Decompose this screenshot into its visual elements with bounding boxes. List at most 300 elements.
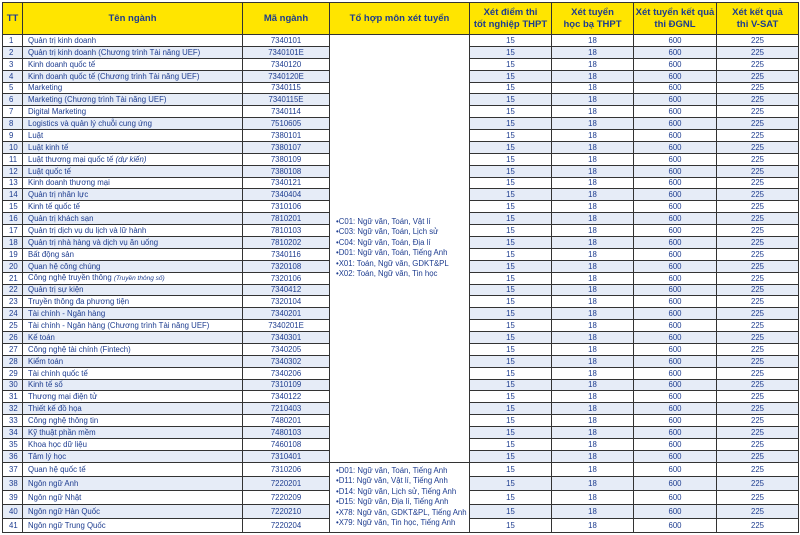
row-thpt-score: 15 xyxy=(470,355,552,367)
row-major-name xyxy=(23,320,243,332)
row-tt: 10 xyxy=(3,141,23,153)
row-major-name xyxy=(23,284,243,296)
table-header xyxy=(3,3,799,35)
major-note: (dự kiến) xyxy=(115,154,147,164)
row-major-code: 7340122 xyxy=(243,391,330,403)
major-name-text: Quản trị khách sạn xyxy=(28,214,94,224)
row-major-name xyxy=(23,153,243,165)
row-tt: 31 xyxy=(3,391,23,403)
row-vsat-score: 225 xyxy=(717,260,799,272)
row-dgnl-score: 600 xyxy=(634,450,717,462)
table-row xyxy=(3,35,799,47)
header-combo: Tổ hợp môn xét tuyển xyxy=(330,3,470,35)
major-name-text: Kiểm toán xyxy=(28,356,64,366)
row-dgnl-score: 600 xyxy=(634,272,717,284)
row-major-name xyxy=(23,379,243,391)
row-hocba-score: 18 xyxy=(552,189,634,201)
row-dgnl-score: 600 xyxy=(634,177,717,189)
row-major-code: 7220209 xyxy=(243,490,330,504)
row-vsat-score: 225 xyxy=(717,225,799,237)
row-thpt-score: 15 xyxy=(470,106,552,118)
row-major-name xyxy=(23,308,243,320)
row-tt: 32 xyxy=(3,403,23,415)
row-thpt-score: 15 xyxy=(470,58,552,70)
row-vsat-score: 225 xyxy=(717,165,799,177)
row-hocba-score: 18 xyxy=(552,403,634,415)
combo-item: • D15: Ngữ văn, Địa lí, Tiếng Anh xyxy=(336,497,469,508)
row-tt: 33 xyxy=(3,415,23,427)
row-thpt-score: 15 xyxy=(470,189,552,201)
row-major-code: 7340205 xyxy=(243,343,330,355)
row-thpt-score: 15 xyxy=(470,213,552,225)
combo-item: • X78: Ngữ văn, GDKT&PL, Tiếng Anh xyxy=(336,508,469,519)
row-dgnl-score: 600 xyxy=(634,189,717,201)
row-major-code: 7810202 xyxy=(243,236,330,248)
row-vsat-score: 225 xyxy=(717,106,799,118)
row-thpt-score: 15 xyxy=(470,332,552,344)
row-vsat-score: 225 xyxy=(717,177,799,189)
row-dgnl-score: 600 xyxy=(634,462,717,476)
row-major-code: 7340115E xyxy=(243,94,330,106)
row-dgnl-score: 600 xyxy=(634,391,717,403)
row-major-name xyxy=(23,438,243,450)
row-thpt-score: 15 xyxy=(470,177,552,189)
combo-item: • D11: Ngữ văn, Vật lí, Tiếng Anh xyxy=(336,476,469,487)
combo-list xyxy=(336,466,469,529)
row-major-name xyxy=(23,177,243,189)
row-tt: 39 xyxy=(3,490,23,504)
major-name-text: Truyền thông đa phương tiện xyxy=(28,297,130,307)
row-tt: 12 xyxy=(3,165,23,177)
row-hocba-score: 18 xyxy=(552,141,634,153)
row-tt: 27 xyxy=(3,343,23,355)
row-tt: 6 xyxy=(3,94,23,106)
row-dgnl-score: 600 xyxy=(634,141,717,153)
major-name-text: Digital Marketing xyxy=(28,107,87,117)
row-major-code: 7340201E xyxy=(243,320,330,332)
row-thpt-score: 15 xyxy=(470,248,552,260)
row-thpt-score: 15 xyxy=(470,320,552,332)
major-name-text: Kinh doanh thương mại xyxy=(28,178,110,188)
row-tt: 11 xyxy=(3,153,23,165)
row-dgnl-score: 600 xyxy=(634,236,717,248)
row-hocba-score: 18 xyxy=(552,58,634,70)
row-dgnl-score: 600 xyxy=(634,427,717,439)
major-name-text: Kinh doanh quốc tế (Chương trình Tài năng UEF) xyxy=(28,71,200,81)
row-vsat-score: 225 xyxy=(717,141,799,153)
row-major-name xyxy=(23,201,243,213)
table-body xyxy=(3,35,799,533)
row-major-name xyxy=(23,82,243,94)
row-vsat-score: 225 xyxy=(717,476,799,490)
major-name-text: Thiết kế đồ họa xyxy=(28,404,82,414)
major-name-text: Tâm lý học xyxy=(28,451,67,461)
major-name-text: Ngôn ngữ Nhật xyxy=(28,492,82,502)
major-name-text: Logistics và quản lý chuỗi cung ứng xyxy=(28,119,152,129)
row-vsat-score: 225 xyxy=(717,438,799,450)
row-vsat-score: 225 xyxy=(717,70,799,82)
row-dgnl-score: 600 xyxy=(634,332,717,344)
row-hocba-score: 18 xyxy=(552,332,634,344)
row-tt: 4 xyxy=(3,70,23,82)
row-dgnl-score: 600 xyxy=(634,130,717,142)
row-tt: 36 xyxy=(3,450,23,462)
row-thpt-score: 15 xyxy=(470,504,552,518)
header-dgnl xyxy=(634,3,717,35)
row-hocba-score: 18 xyxy=(552,35,634,47)
row-vsat-score: 225 xyxy=(717,236,799,248)
row-major-code: 7310206 xyxy=(243,462,330,476)
row-thpt-score: 15 xyxy=(470,118,552,130)
row-dgnl-score: 600 xyxy=(634,201,717,213)
major-name-text: Công nghệ tài chính (Fintech) xyxy=(28,344,131,354)
row-major-name xyxy=(23,118,243,130)
row-major-code: 7380107 xyxy=(243,141,330,153)
row-tt: 25 xyxy=(3,320,23,332)
header-dgnl-line1: Xét tuyển kết quả xyxy=(635,6,715,18)
header-vsat-line2: thi V-SAT xyxy=(736,18,779,30)
row-dgnl-score: 600 xyxy=(634,46,717,58)
row-hocba-score: 18 xyxy=(552,367,634,379)
row-major-code: 7810103 xyxy=(243,225,330,237)
row-tt: 40 xyxy=(3,504,23,518)
row-tt: 20 xyxy=(3,260,23,272)
row-major-name xyxy=(23,225,243,237)
header-thpt-line2: tốt nghiệp THPT xyxy=(473,18,548,30)
row-major-code: 7340412 xyxy=(243,284,330,296)
row-major-code: 7220201 xyxy=(243,476,330,490)
combo-item: • C04: Ngữ văn, Toán, Địa lí xyxy=(336,238,469,249)
row-major-code: 7210403 xyxy=(243,403,330,415)
row-tt: 41 xyxy=(3,518,23,532)
table-row xyxy=(3,462,799,476)
row-vsat-score: 225 xyxy=(717,82,799,94)
major-name-text: Công nghệ truyền thông xyxy=(28,273,112,283)
row-major-code: 7340101 xyxy=(243,35,330,47)
row-vsat-score: 225 xyxy=(717,308,799,320)
combo-list xyxy=(336,217,469,280)
row-major-name xyxy=(23,106,243,118)
row-major-name xyxy=(23,415,243,427)
major-name-text: Thương mại điện tử xyxy=(28,392,98,402)
row-hocba-score: 18 xyxy=(552,130,634,142)
row-major-name xyxy=(23,332,243,344)
row-major-code: 7340404 xyxy=(243,189,330,201)
row-vsat-score: 225 xyxy=(717,403,799,415)
row-hocba-score: 18 xyxy=(552,308,634,320)
row-hocba-score: 18 xyxy=(552,272,634,284)
row-major-code: 7340114 xyxy=(243,106,330,118)
row-hocba-score: 18 xyxy=(552,177,634,189)
row-vsat-score: 225 xyxy=(717,490,799,504)
row-hocba-score: 18 xyxy=(552,462,634,476)
row-major-name xyxy=(23,165,243,177)
row-dgnl-score: 600 xyxy=(634,296,717,308)
row-vsat-score: 225 xyxy=(717,284,799,296)
row-major-name xyxy=(23,272,243,284)
major-name-text: Luật xyxy=(28,130,44,140)
row-thpt-score: 15 xyxy=(470,141,552,153)
row-vsat-score: 225 xyxy=(717,332,799,344)
row-dgnl-score: 600 xyxy=(634,343,717,355)
row-vsat-score: 225 xyxy=(717,248,799,260)
header-thpt-line1: Xét điểm thi xyxy=(483,6,538,18)
row-major-code: 7340201 xyxy=(243,308,330,320)
row-thpt-score: 15 xyxy=(470,403,552,415)
row-vsat-score: 225 xyxy=(717,320,799,332)
row-major-name xyxy=(23,189,243,201)
major-name-text: Bất động sản xyxy=(28,249,74,259)
row-tt: 34 xyxy=(3,427,23,439)
row-dgnl-score: 600 xyxy=(634,355,717,367)
row-thpt-score: 15 xyxy=(470,46,552,58)
row-major-name xyxy=(23,462,243,476)
row-tt: 9 xyxy=(3,130,23,142)
row-vsat-score: 225 xyxy=(717,201,799,213)
header-thpt xyxy=(470,3,552,35)
row-major-name xyxy=(23,476,243,490)
row-hocba-score: 18 xyxy=(552,504,634,518)
row-tt: 14 xyxy=(3,189,23,201)
row-thpt-score: 15 xyxy=(470,308,552,320)
major-name-text: Quản trị kinh doanh (Chương trình Tài năng UEF) xyxy=(28,47,201,57)
row-dgnl-score: 600 xyxy=(634,476,717,490)
row-hocba-score: 18 xyxy=(552,320,634,332)
row-hocba-score: 18 xyxy=(552,106,634,118)
row-thpt-score: 15 xyxy=(470,236,552,248)
major-name-text: Ngôn ngữ Trung Quốc xyxy=(28,520,106,530)
row-thpt-score: 15 xyxy=(470,415,552,427)
row-tt: 23 xyxy=(3,296,23,308)
row-major-name xyxy=(23,248,243,260)
row-major-code: 7510605 xyxy=(243,118,330,130)
row-hocba-score: 18 xyxy=(552,490,634,504)
row-dgnl-score: 600 xyxy=(634,504,717,518)
combo-item: • X79: Ngữ văn, Tin học, Tiếng Anh xyxy=(336,518,469,529)
row-dgnl-score: 600 xyxy=(634,165,717,177)
major-name-text: Công nghệ thông tin xyxy=(28,416,99,426)
row-vsat-score: 225 xyxy=(717,296,799,308)
row-hocba-score: 18 xyxy=(552,94,634,106)
row-major-code: 7340302 xyxy=(243,355,330,367)
major-name-text: Tài chính - Ngân hàng xyxy=(28,309,106,319)
row-tt: 8 xyxy=(3,118,23,130)
combo-item: • D01: Ngữ văn, Toán, Tiếng Anh xyxy=(336,466,469,477)
row-dgnl-score: 600 xyxy=(634,284,717,296)
row-thpt-score: 15 xyxy=(470,272,552,284)
row-dgnl-score: 600 xyxy=(634,58,717,70)
row-thpt-score: 15 xyxy=(470,35,552,47)
major-name-text: Quản trị nhân lực xyxy=(28,190,89,200)
row-dgnl-score: 600 xyxy=(634,82,717,94)
major-name-text: Quan hệ công chúng xyxy=(28,261,101,271)
header-hocba-line2: học bạ THPT xyxy=(563,18,622,30)
row-thpt-score: 15 xyxy=(470,438,552,450)
row-major-code: 7340120 xyxy=(243,58,330,70)
row-hocba-score: 18 xyxy=(552,415,634,427)
major-name-text: Marketing (Chương trình Tài năng UEF) xyxy=(28,95,167,105)
combo-group-cell xyxy=(330,462,470,532)
row-thpt-score: 15 xyxy=(470,518,552,532)
row-hocba-score: 18 xyxy=(552,296,634,308)
row-vsat-score: 225 xyxy=(717,94,799,106)
row-tt: 2 xyxy=(3,46,23,58)
row-major-code: 7320108 xyxy=(243,260,330,272)
row-thpt-score: 15 xyxy=(470,391,552,403)
row-tt: 15 xyxy=(3,201,23,213)
row-dgnl-score: 600 xyxy=(634,248,717,260)
row-thpt-score: 15 xyxy=(470,427,552,439)
row-thpt-score: 15 xyxy=(470,462,552,476)
row-vsat-score: 225 xyxy=(717,518,799,532)
combo-item: • X02: Toán, Ngữ văn, Tin học xyxy=(336,269,469,280)
major-name-text: Kinh tế số xyxy=(28,380,63,390)
row-tt: 38 xyxy=(3,476,23,490)
row-tt: 16 xyxy=(3,213,23,225)
row-major-name xyxy=(23,58,243,70)
row-dgnl-score: 600 xyxy=(634,367,717,379)
row-major-name xyxy=(23,141,243,153)
row-dgnl-score: 600 xyxy=(634,403,717,415)
row-major-code: 7320104 xyxy=(243,296,330,308)
header-vsat xyxy=(717,3,799,35)
major-name-text: Quản trị dịch vụ du lịch và lữ hành xyxy=(28,225,147,235)
row-major-code: 7340120E xyxy=(243,70,330,82)
row-tt: 1 xyxy=(3,35,23,47)
row-vsat-score: 225 xyxy=(717,462,799,476)
row-major-code: 7480201 xyxy=(243,415,330,427)
row-major-code: 7380109 xyxy=(243,153,330,165)
major-name-text: Marketing xyxy=(28,83,63,93)
row-major-code: 7380108 xyxy=(243,165,330,177)
row-hocba-score: 18 xyxy=(552,165,634,177)
row-hocba-score: 18 xyxy=(552,153,634,165)
header-vsat-line1: Xét kết quả xyxy=(732,6,783,18)
major-name-text: Luật quốc tế xyxy=(28,166,71,176)
row-major-name xyxy=(23,236,243,248)
row-thpt-score: 15 xyxy=(470,450,552,462)
combo-item: • C03: Ngữ văn, Toán, Lịch sử xyxy=(336,227,469,238)
row-tt: 5 xyxy=(3,82,23,94)
row-dgnl-score: 600 xyxy=(634,379,717,391)
row-tt: 18 xyxy=(3,236,23,248)
row-major-name xyxy=(23,450,243,462)
row-thpt-score: 15 xyxy=(470,94,552,106)
header-dgnl-line2: thi ĐGNL xyxy=(654,18,696,30)
major-name-text: Quan hệ quốc tế xyxy=(28,464,86,474)
row-vsat-score: 225 xyxy=(717,450,799,462)
row-hocba-score: 18 xyxy=(552,213,634,225)
row-vsat-score: 225 xyxy=(717,427,799,439)
row-major-name xyxy=(23,518,243,532)
row-vsat-score: 225 xyxy=(717,35,799,47)
row-hocba-score: 18 xyxy=(552,391,634,403)
major-name-text: Kỹ thuật phần mềm xyxy=(28,427,96,437)
row-hocba-score: 18 xyxy=(552,201,634,213)
row-hocba-score: 18 xyxy=(552,284,634,296)
row-major-name xyxy=(23,367,243,379)
row-major-code: 7310401 xyxy=(243,450,330,462)
row-thpt-score: 15 xyxy=(470,82,552,94)
major-name-text: Khoa học dữ liệu xyxy=(28,439,87,449)
row-tt: 24 xyxy=(3,308,23,320)
row-hocba-score: 18 xyxy=(552,438,634,450)
row-tt: 22 xyxy=(3,284,23,296)
row-hocba-score: 18 xyxy=(552,260,634,272)
row-vsat-score: 225 xyxy=(717,379,799,391)
row-tt: 37 xyxy=(3,462,23,476)
row-dgnl-score: 600 xyxy=(634,213,717,225)
row-thpt-score: 15 xyxy=(470,379,552,391)
row-thpt-score: 15 xyxy=(470,165,552,177)
combo-item: • D14: Ngữ văn, Lịch sử, Tiếng Anh xyxy=(336,487,469,498)
row-major-name xyxy=(23,343,243,355)
row-thpt-score: 15 xyxy=(470,153,552,165)
row-major-name xyxy=(23,213,243,225)
row-thpt-score: 15 xyxy=(470,70,552,82)
row-major-code: 7810201 xyxy=(243,213,330,225)
row-hocba-score: 18 xyxy=(552,355,634,367)
row-dgnl-score: 600 xyxy=(634,118,717,130)
major-name-text: Kinh doanh quốc tế xyxy=(28,59,96,69)
row-thpt-score: 15 xyxy=(470,476,552,490)
combo-item: • C01: Ngữ văn, Toán, Vật lí xyxy=(336,217,469,228)
row-vsat-score: 225 xyxy=(717,391,799,403)
row-hocba-score: 18 xyxy=(552,225,634,237)
row-hocba-score: 18 xyxy=(552,248,634,260)
major-name-text: Luật thương mại quốc tế xyxy=(28,154,114,164)
row-tt: 19 xyxy=(3,248,23,260)
row-tt: 7 xyxy=(3,106,23,118)
row-major-name xyxy=(23,70,243,82)
row-thpt-score: 15 xyxy=(470,367,552,379)
major-name-text: Quản trị kinh doanh xyxy=(28,35,97,45)
row-vsat-score: 225 xyxy=(717,272,799,284)
row-tt: 3 xyxy=(3,58,23,70)
row-tt: 35 xyxy=(3,438,23,450)
header-name: Tên ngành xyxy=(23,3,243,35)
row-tt: 26 xyxy=(3,332,23,344)
combo-item: • D01: Ngữ văn, Toán, Tiếng Anh xyxy=(336,248,469,259)
combo-group-cell xyxy=(330,35,470,463)
row-major-code: 7310106 xyxy=(243,201,330,213)
row-major-code: 7340121 xyxy=(243,177,330,189)
row-hocba-score: 18 xyxy=(552,427,634,439)
row-dgnl-score: 600 xyxy=(634,35,717,47)
row-major-name xyxy=(23,504,243,518)
row-dgnl-score: 600 xyxy=(634,153,717,165)
major-name-text: Ngôn ngữ Anh xyxy=(28,478,79,488)
row-vsat-score: 225 xyxy=(717,130,799,142)
row-major-code: 7220210 xyxy=(243,504,330,518)
row-major-code: 7340206 xyxy=(243,367,330,379)
row-tt: 29 xyxy=(3,367,23,379)
row-hocba-score: 18 xyxy=(552,236,634,248)
header-hocba-line1: Xét tuyển xyxy=(571,6,614,18)
row-vsat-score: 225 xyxy=(717,46,799,58)
row-vsat-score: 225 xyxy=(717,189,799,201)
header-hocba xyxy=(552,3,634,35)
row-dgnl-score: 600 xyxy=(634,260,717,272)
row-major-code: 7340116 xyxy=(243,248,330,260)
row-vsat-score: 225 xyxy=(717,367,799,379)
row-vsat-score: 225 xyxy=(717,153,799,165)
row-dgnl-score: 600 xyxy=(634,518,717,532)
row-tt: 21 xyxy=(3,272,23,284)
major-note: (Truyền thông số) xyxy=(113,275,165,283)
row-hocba-score: 18 xyxy=(552,518,634,532)
row-dgnl-score: 600 xyxy=(634,415,717,427)
